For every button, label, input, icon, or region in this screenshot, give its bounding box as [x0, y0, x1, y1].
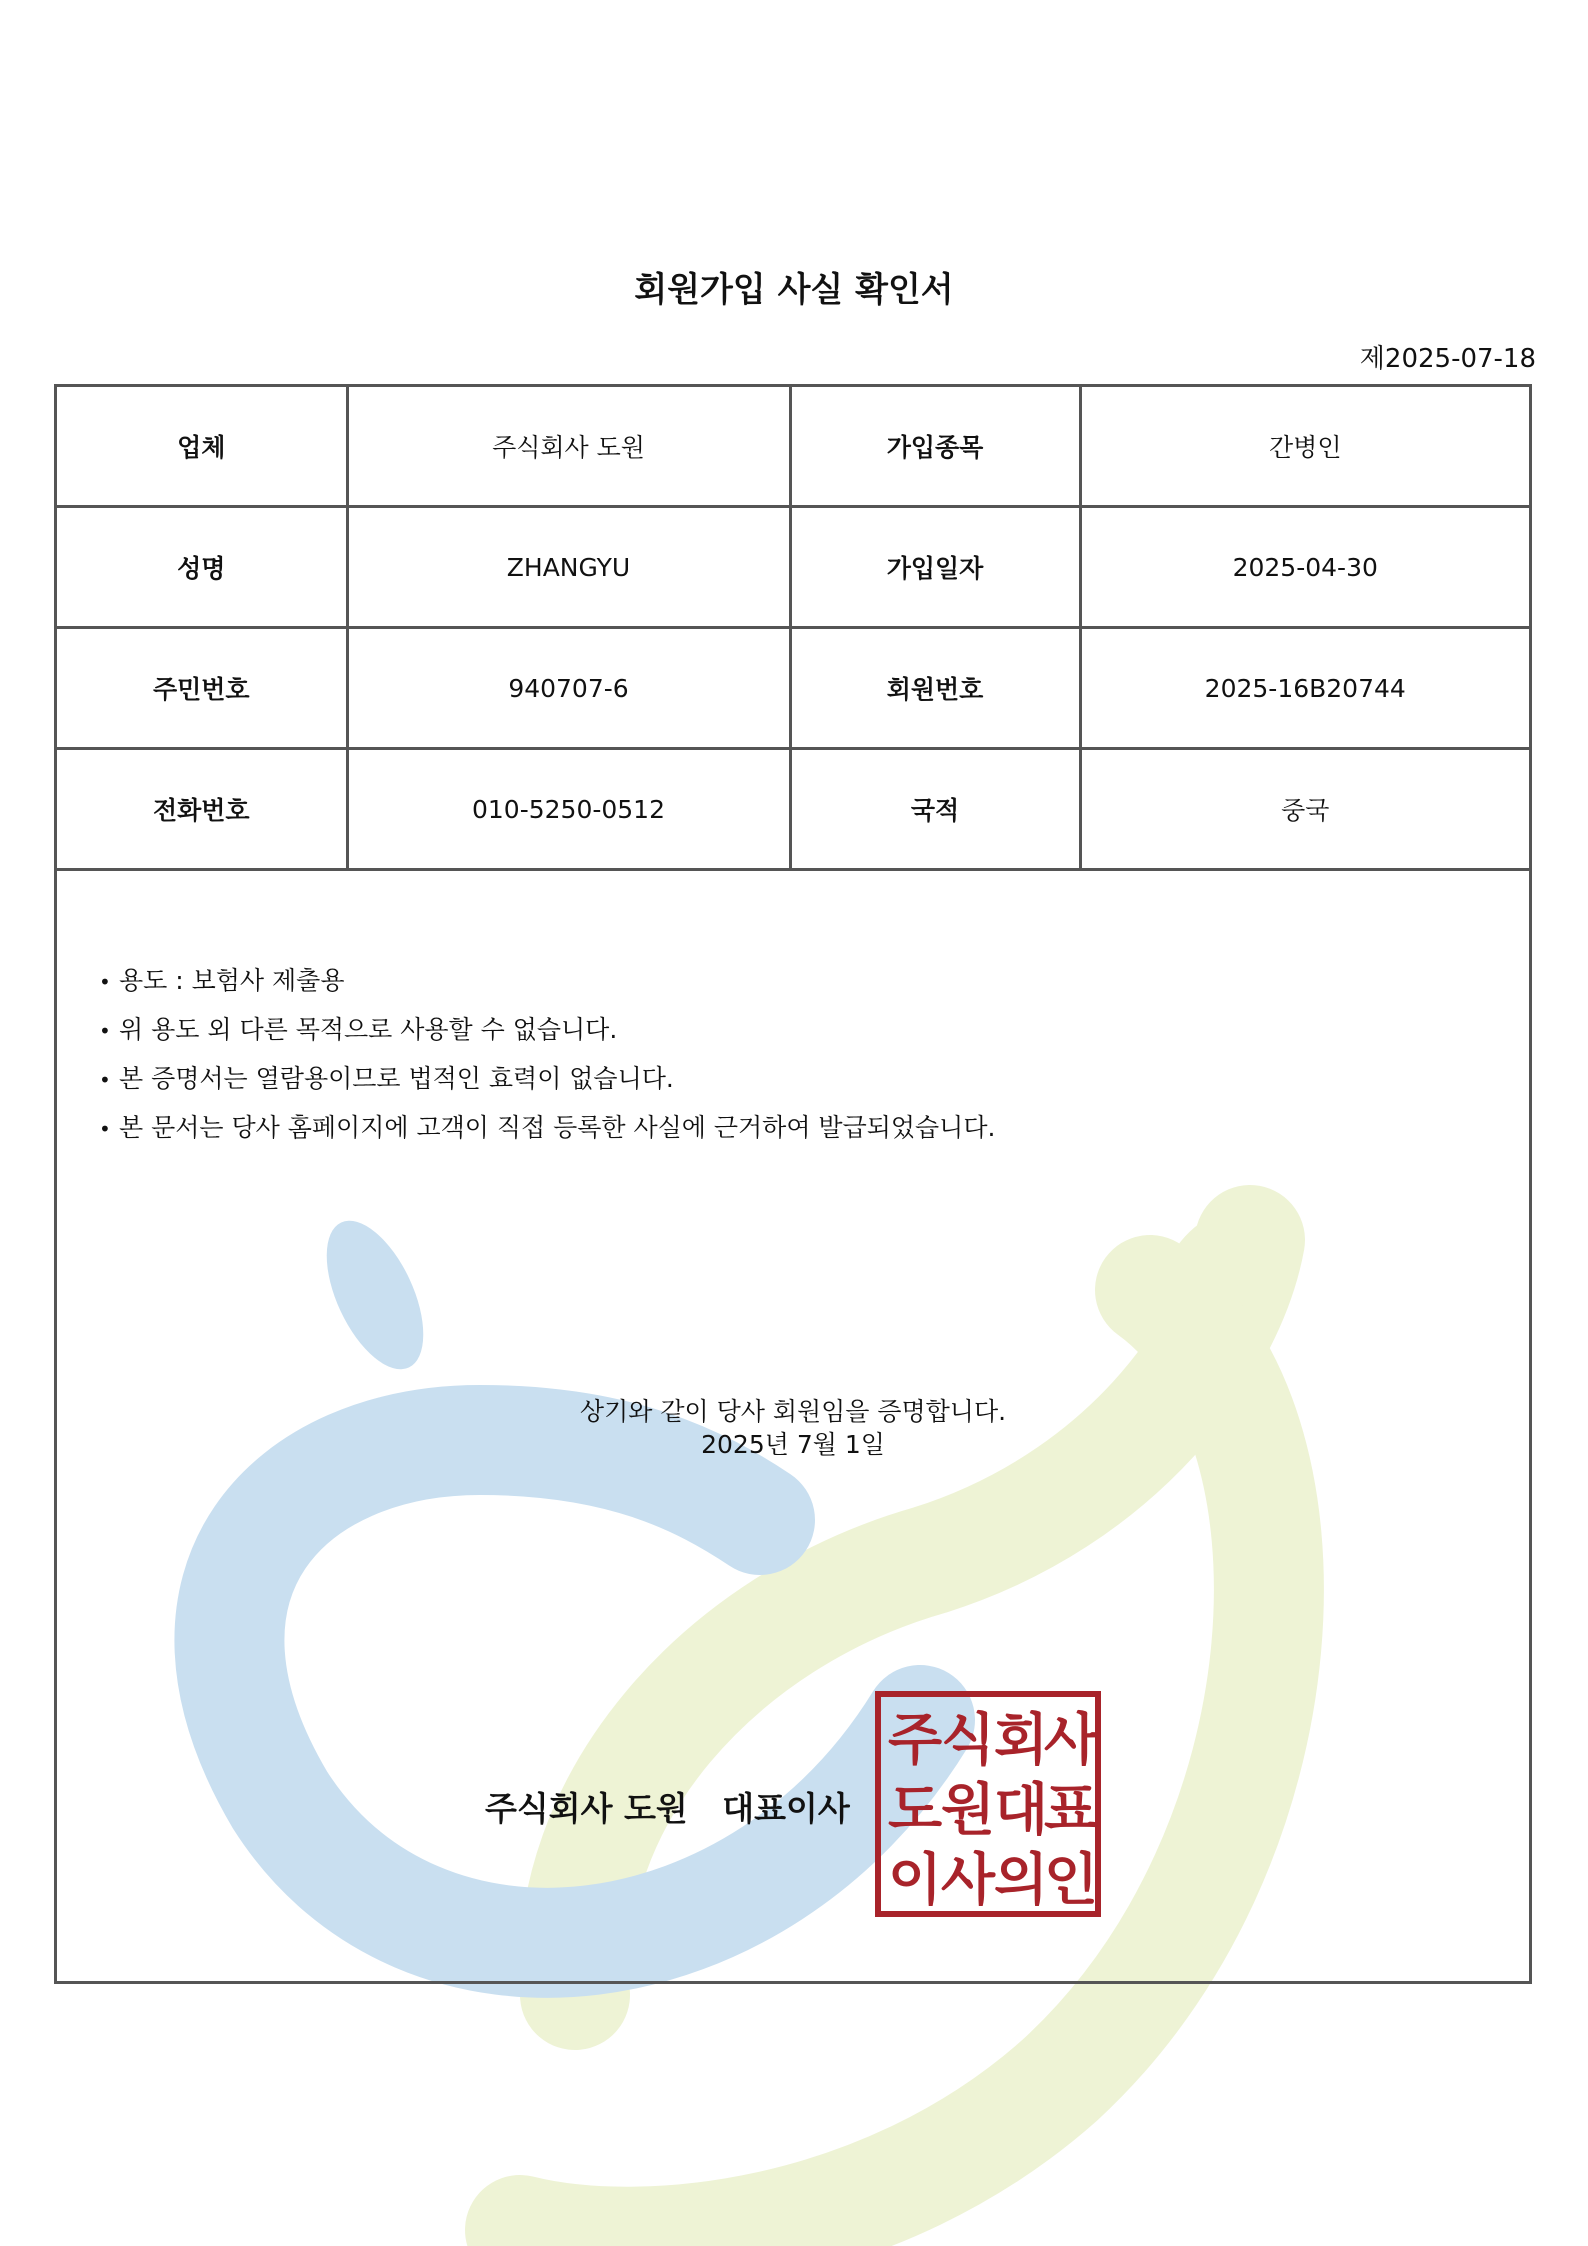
list-item: • 본 문서는 당사 홈페이지에 고객이 직접 등록한 사실에 근거하여 발급되었습니다.: [99, 1104, 995, 1153]
notes-list: [99, 957, 995, 1153]
value-membership-type: 간병인: [1080, 387, 1529, 507]
svg-text:인: 인: [1043, 1848, 1099, 1913]
label-membership-type: 가입종목: [790, 387, 1080, 507]
value-resident-number: 940707-6: [347, 628, 790, 749]
svg-text:대: 대: [993, 1778, 1049, 1843]
certificate-frame: [54, 384, 1532, 1984]
value-phone: 010-5250-0512: [347, 749, 790, 870]
value-member-number: 2025-16B20744: [1080, 628, 1529, 749]
label-join-date: 가입일자: [790, 507, 1080, 628]
list-item: • 본 증명서는 열람용이므로 법적인 효력이 없습니다.: [99, 1055, 995, 1104]
svg-text:회: 회: [993, 1708, 1049, 1773]
label-phone: 전화번호: [57, 749, 347, 870]
label-company: 업체: [57, 387, 347, 507]
table-row: [57, 507, 1529, 628]
svg-text:의: 의: [993, 1848, 1049, 1913]
svg-text:표: 표: [1043, 1778, 1099, 1843]
list-item: • 위 용도 외 다른 목적으로 사용할 수 없습니다.: [99, 1006, 995, 1055]
label-resident-number: 주민번호: [57, 628, 347, 749]
company-seal-stamp: [875, 1691, 1101, 1917]
certification-statement: 상기와 같이 당사 회원임을 증명합니다.: [579, 1397, 1007, 1426]
svg-text:도: 도: [887, 1778, 943, 1843]
document-title: 회원가입 사실 확인서: [634, 270, 954, 310]
list-item: • 용도 : 보험사 제출용: [99, 957, 995, 1006]
issue-date: 2025년 7월 1일: [701, 1430, 885, 1459]
svg-text:이: 이: [887, 1848, 943, 1913]
value-name: ZHANGYU: [347, 507, 790, 628]
certification-block: [57, 1395, 1529, 1461]
label-member-number: 회원번호: [790, 628, 1080, 749]
table-row: [57, 749, 1529, 870]
member-info-table: [57, 387, 1529, 871]
svg-text:원: 원: [940, 1778, 996, 1843]
value-company: 주식회사 도원: [347, 387, 790, 507]
signer-company: 주식회사 도원: [485, 1789, 688, 1828]
document-number: 제2025-07-18: [1359, 344, 1536, 374]
value-join-date: 2025-04-30: [1080, 507, 1529, 628]
svg-text:식: 식: [940, 1708, 996, 1773]
signer-line: [485, 1783, 850, 1830]
table-row: [57, 387, 1529, 507]
signer-role: 대표이사: [722, 1789, 850, 1828]
table-row: [57, 628, 1529, 749]
label-name: 성명: [57, 507, 347, 628]
svg-text:사: 사: [1043, 1708, 1099, 1773]
svg-text:사: 사: [940, 1848, 996, 1913]
svg-text:주: 주: [887, 1708, 943, 1773]
value-nationality: 중국: [1080, 749, 1529, 870]
label-nationality: 국적: [790, 749, 1080, 870]
